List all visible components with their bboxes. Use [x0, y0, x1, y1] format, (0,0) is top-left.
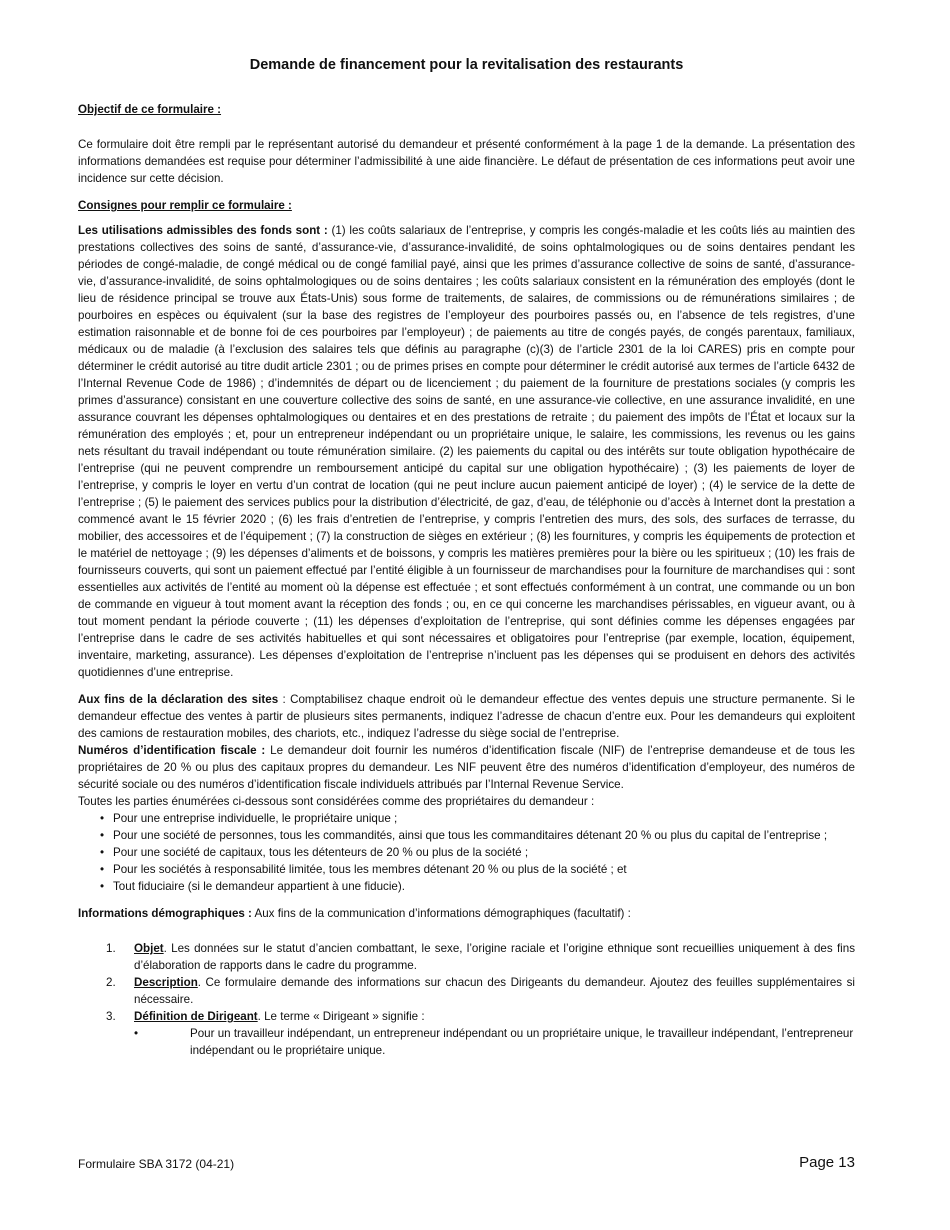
item-number: 1.	[106, 942, 116, 955]
list-item	[78, 974, 855, 1008]
form-identifier: Formulaire SBA 3172 (04-21)	[78, 1157, 235, 1171]
document-body	[78, 101, 855, 1059]
item-term: Définition de Dirigeant	[134, 1010, 258, 1023]
item-number: 3.	[106, 1010, 116, 1023]
tin-text: Le demandeur doit fournir les numéros d’identification fiscale (NIF) de l’entreprise demandeuse et de tous les propriétaires de 20 % ou plus des capitaux propres du demandeur. Les NIF peuvent être des numéros d’identification d’employeur, des numéros de sécurité sociale ou des numéros d’identification fiscale individuels attribués par l’Internal Revenue Service.	[78, 744, 855, 791]
eligible-uses-paragraph	[78, 222, 855, 681]
objective-paragraph: Ce formulaire doit être rempli par le représentant autorisé du demandeur et présenté conformément à la page 1 de la demande. La présentation des informations demandées est requise pour déterminer l’admissibilité à une aide financière. Le défaut de présentation de ces informations peut avoir une incidence sur cette décision.	[78, 138, 855, 185]
tin-label: Numéros d’identification fiscale :	[78, 744, 266, 757]
item-text: . Ce formulaire demande des informations sur chacun des Dirigeants du demandeur. Ajoutez des feuilles supplémentaires si nécessaire.	[134, 976, 855, 1006]
sites-text: : Comptabilisez chaque endroit où le demandeur effectue des ventes depuis une structure permanente. Si le demandeur effectue des ventes à partir de plusieurs sites permanents, indiquez l’adresse de chacun d’entre eux. Pour les demandeurs qui exploitent des camions de restauration mobiles, des chariots, etc., indiquez l’adresse du siège social de l’entreprise.	[78, 693, 856, 740]
demographics-paragraph	[78, 905, 855, 922]
dirigeant-definition-list	[134, 1025, 855, 1059]
item-term: Objet	[134, 942, 164, 955]
eligible-uses-label: Les utilisations admissibles des fonds sont :	[78, 224, 328, 237]
list-item	[78, 940, 855, 974]
document-page	[78, 0, 855, 1230]
list-item: • Pour une société de personnes, tous les commandités, ainsi que tous les commanditaires détenant 20 % ou plus du capital de l’entreprise ;	[78, 827, 855, 844]
objective-heading: Objectif de ce formulaire :	[78, 103, 222, 116]
tin-paragraph	[78, 742, 855, 793]
list-item: • Tout fiduciaire (si le demandeur appartient à une fiducie).	[78, 878, 855, 895]
sites-paragraph	[78, 691, 855, 742]
page-number: Page 13	[799, 1154, 855, 1171]
item-term: Description	[134, 976, 198, 989]
demographics-label: Informations démographiques :	[78, 907, 252, 920]
sites-label: Aux fins de la déclaration des sites	[78, 693, 279, 706]
owners-list	[78, 810, 855, 895]
page-title: Demande de financement pour la revitalisation des restaurants	[249, 57, 684, 73]
item-number: 2.	[106, 976, 116, 989]
list-item: • Pour les sociétés à responsabilité limitée, tous les membres détenant 20 % ou plus de la société ; et	[78, 861, 855, 878]
instructions-heading: Consignes pour remplir ce formulaire :	[78, 199, 292, 212]
eligible-uses-text: (1) les coûts salariaux de l’entreprise, y compris les congés-maladie et les coûts liés au maintien des prestations collectives des soins de santé, d’assurance-vie, d’assurance-invalidité, de soins ophtalmologiques ou de soins dentaires pendant les périodes de congé-maladie, de congé médical ou de congé familial payé, ainsi que les primes d’assurance collective de soins de santé, d’assurance-vie, d’assurance-invalidité, de soins ophtalmologiques ou de soins dentaires ; les coûts salariaux consistent en la rémunération des employés (dont le lieu de résidence principal se trouve aux États-Unis) sous forme de traitements, de salaires, de commissions ou de rémunérations similaires ; de pourboires en espèces ou équivalent (sur la base des registres de l’employeur des pourboires passés ou, en l’absence de tels registres, d’une estimation raisonnable et de bonne foi de ces pourboires par l’employeur) ; de paiements au titre de congés payés, de congés parentaux, familiaux, médicaux ou de maladie (à l’exclusion des salaires tels que définis au paragraphe (c)(3) de l’article 2301 de la loi CARES) pris en compte pour déterminer le crédit autorisé au titre dudit article 2301 ; ou de primes prises en compte pour déterminer le crédit autorisé aux termes de l’article 6432 de l’Internal Revenue Code de 1986) ; d’indemnités de départ ou de licenciement ; du paiement de la fourniture de prestations sociales (y compris les primes d’assurance) consistant en une couverture collective des soins de santé, en une assurance-vie collective, en une assurance invalidité, en une assurance couvrant les dépenses ophtalmologiques ou dentaires et en des prestations de retraite ; du paiement des impôts de l’État et locaux sur la rémunération des employés ; et, pour un entrepreneur indépendant ou un propriétaire unique, le salaire, les commissions, les revenus ou les gains nets résultant du travail indépendant ou toute rémunération similaire. (2) les paiements du capital ou des intérêts sur toute obligation hypothécaire de l’entreprise (qui ne peuvent comprendre un remboursement anticipé du capital sur une obligation hypothécaire) ; (3) les paiements de loyer de l’entreprise, y compris le loyer en vertu d’un contrat de location (qui ne peut inclure aucun paiement anticipé de loyer) ; (4) le service de la dette de l’entreprise ; (5) le paiement des services publics pour la distribution d’électricité, de gaz, d’eau, de téléphonie ou d’accès à Internet dont la prestation a commencé avant le 15 février 2020 ; (6) les frais d’entretien de l’entreprise, y compris l’entretien des murs, des sols, des surfaces de terrasse, du mobilier, des accessoires et de l’équipement ; (7) la construction de sièges en extérieur ; (8) les fournitures, y compris les équipements de protection et le matériel de nettoyage ; (9) les dépenses d’aliments et de boissons, y compris les matières premières pour la bière ou les spiritueux ; (10) les frais de fournisseurs couverts, qui sont un paiement effectué par l’entité éligible à un fournisseur de marchandises pour la fourniture de marchandises qui : sont essentielles aux activités de l’entité au moment où la dépense est effectuée ; et sont effectués conformément à un contrat, une commande ou un bon de commande en vigueur à tout moment avant la réception des fonds ; ou, en ce qui concerne les marchandises périssables, en vigueur avant, ou à tout moment pendant la période couverte ; (11) les dépenses d’exploitation de l’entreprise, qui sont définies comme les dépenses engagées par l’entreprise dans le cadre de ses activités habituelles et qui sont nécessaires et obligatoires pour l’entreprise (par exemple, location, équipement, inventaire, marketing, assurance). Les dépenses d’exploitation de l’entreprise n’incluent pas les dépenses qui se produisent en dehors des activités quotidiennes d’une entreprise.	[78, 224, 855, 679]
list-item	[78, 1008, 855, 1059]
demographics-list	[78, 940, 855, 1059]
list-item: • Pour une entreprise individuelle, le propriétaire unique ;	[78, 810, 855, 827]
list-item: • Pour une société de capitaux, tous les détenteurs de 20 % ou plus de la société ;	[78, 844, 855, 861]
owners-intro: Toutes les parties énumérées ci-dessous sont considérées comme des propriétaires du demandeur :	[78, 795, 595, 808]
item-text: . Le terme « Dirigeant » signifie :	[257, 1010, 425, 1023]
demographics-text: Aux fins de la communication d’informations démographiques (facultatif) :	[251, 907, 631, 920]
list-item: • Pour un travailleur indépendant, un entrepreneur indépendant ou un propriétaire unique, le travailleur indépendant, l’entrepreneur indépendant ou le propriétaire unique.	[134, 1025, 855, 1059]
item-text: . Les données sur le statut d’ancien combattant, le sexe, l’origine raciale et l’origine ethnique sont recueillies uniquement à des fins d’élaboration de rapports dans le cadre du programme.	[134, 942, 855, 972]
